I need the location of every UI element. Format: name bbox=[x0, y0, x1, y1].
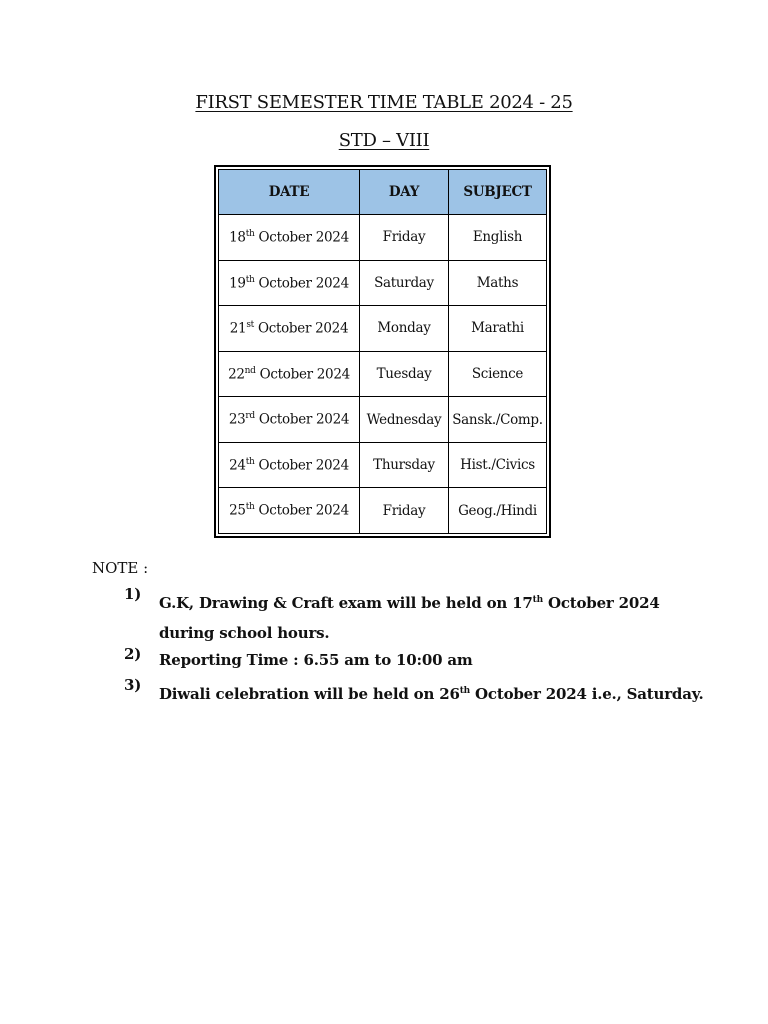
note-label: NOTE : bbox=[92, 559, 149, 577]
table-row bbox=[219, 488, 547, 534]
date-cell: 18th October 2024 bbox=[219, 215, 360, 261]
date-cell: 23rd October 2024 bbox=[219, 397, 360, 443]
day-cell: Friday bbox=[360, 215, 449, 261]
table-header-row bbox=[219, 170, 547, 215]
header-subject: SUBJECT bbox=[449, 170, 547, 215]
subject-cell: Geog./Hindi bbox=[449, 488, 547, 534]
day-cell: Thursday bbox=[360, 442, 449, 488]
subject-cell: Maths bbox=[449, 260, 547, 306]
date-cell: 25th October 2024 bbox=[219, 488, 360, 534]
subject-cell: Marathi bbox=[449, 306, 547, 352]
header-date: DATE bbox=[219, 170, 360, 215]
note-text: Reporting Time : 6.55 am to 10:00 am bbox=[159, 651, 473, 669]
date-cell: 19th October 2024 bbox=[219, 260, 360, 306]
table-row bbox=[219, 397, 547, 443]
table-row bbox=[219, 442, 547, 488]
note-text: G.K, Drawing & Craft exam will be held on 17th October 2024 during school hours. bbox=[159, 594, 660, 642]
subject-cell: Sansk./Comp. bbox=[449, 397, 547, 443]
subject-cell: English bbox=[449, 215, 547, 261]
date-cell: 24th October 2024 bbox=[219, 442, 360, 488]
day-cell: Wednesday bbox=[360, 397, 449, 443]
header-day: DAY bbox=[360, 170, 449, 215]
note-text: Diwali celebration will be held on 26th October 2024 i.e., Saturday. bbox=[159, 685, 704, 703]
table-row bbox=[219, 306, 547, 352]
subject-cell: Science bbox=[449, 351, 547, 397]
page-title: FIRST SEMESTER TIME TABLE 2024 - 25 bbox=[195, 92, 573, 113]
table-row bbox=[219, 351, 547, 397]
date-cell: 22nd October 2024 bbox=[219, 351, 360, 397]
date-cell: 21st October 2024 bbox=[219, 306, 360, 352]
page-subtitle: STD – VIII bbox=[338, 130, 430, 151]
subject-cell: Hist./Civics bbox=[449, 442, 547, 488]
table-row bbox=[219, 260, 547, 306]
table-row bbox=[219, 215, 547, 261]
day-cell: Tuesday bbox=[360, 351, 449, 397]
timetable bbox=[214, 165, 551, 538]
note-number: 2) bbox=[124, 645, 142, 663]
day-cell: Saturday bbox=[360, 260, 449, 306]
day-cell: Friday bbox=[360, 488, 449, 534]
note-number: 3) bbox=[124, 676, 142, 694]
note-number: 1) bbox=[124, 585, 142, 603]
day-cell: Monday bbox=[360, 306, 449, 352]
